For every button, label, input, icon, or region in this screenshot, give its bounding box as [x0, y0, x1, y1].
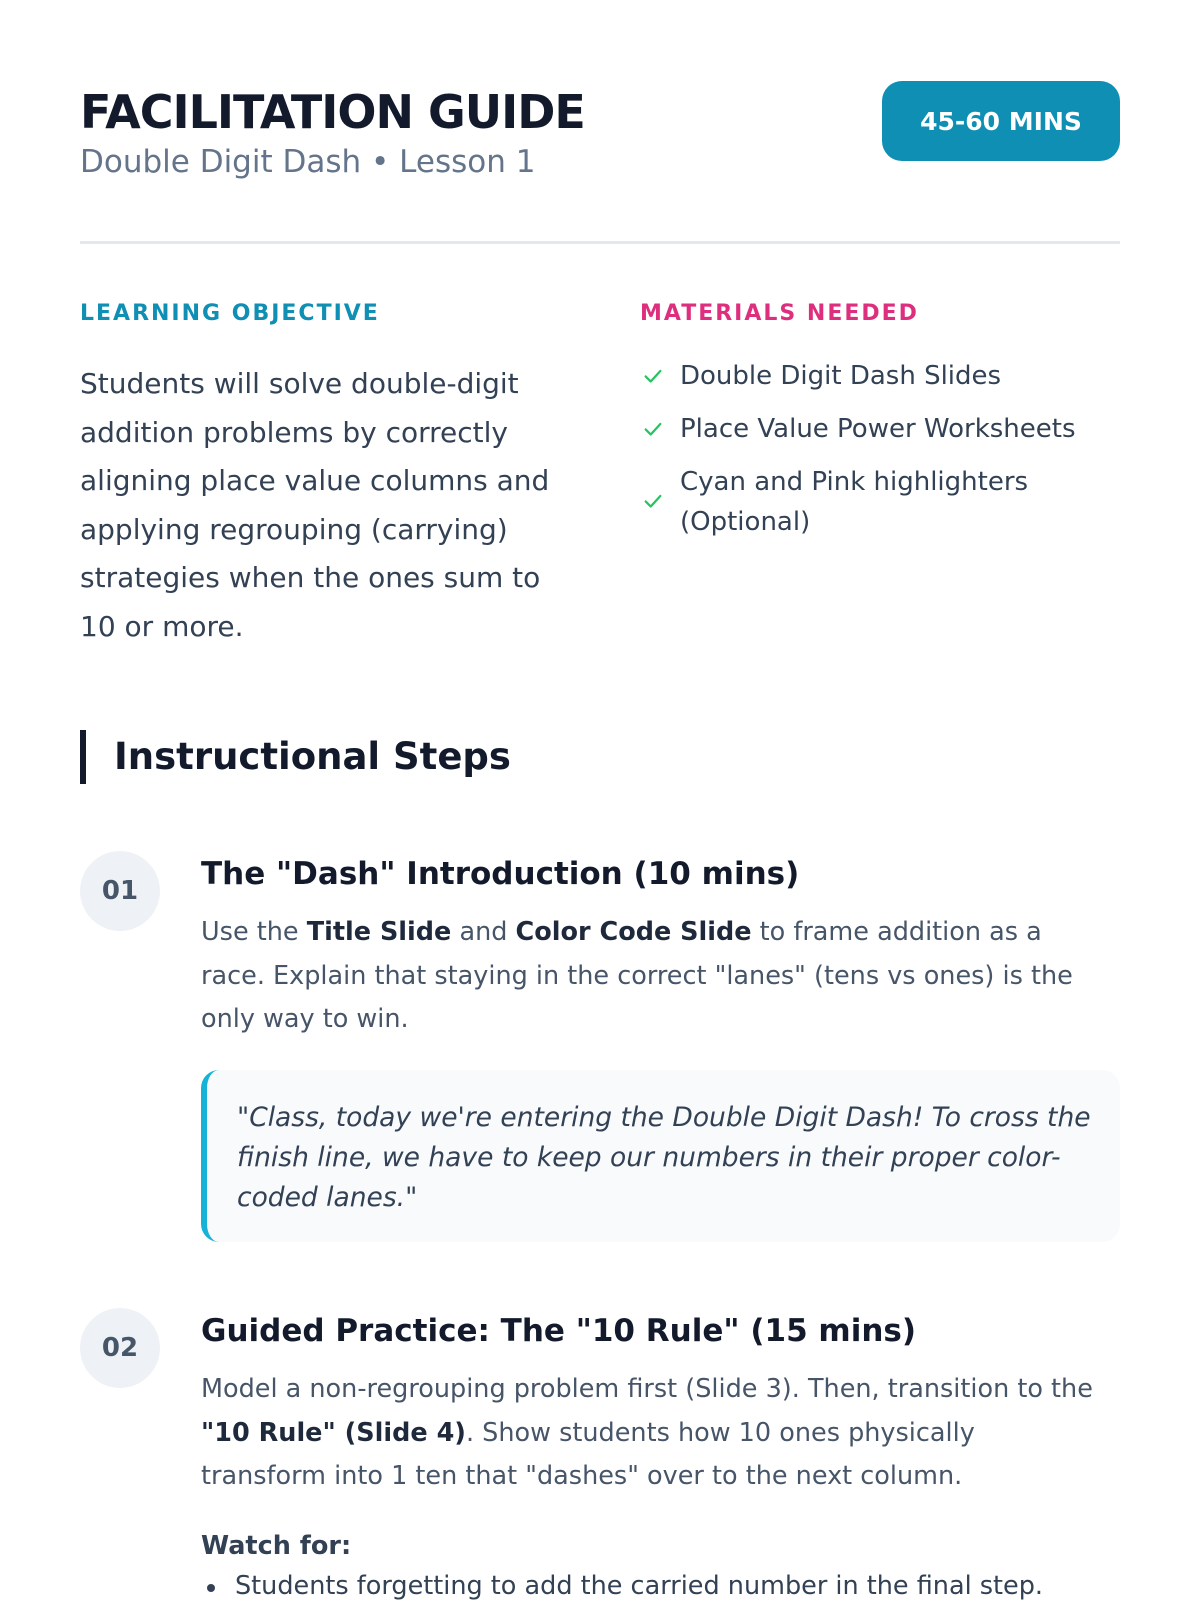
teacher-script-quote: "Class, today we're entering the Double Digit Dash! To cross the finish line, we have to keep our numbers in their proper color-coded lanes.": [201, 1070, 1120, 1242]
watch-for-label: Watch for:: [201, 1531, 352, 1561]
materials-list: [640, 356, 1110, 542]
check-icon: [642, 365, 664, 387]
check-icon: [642, 418, 664, 440]
watch-for-list: [201, 1568, 1101, 1604]
step-title: Guided Practice: The "10 Rule" (15 mins): [201, 1313, 917, 1349]
materials-item-label: Cyan and Pink highlighters (Optional): [680, 467, 1029, 537]
step-number-badge: 01: [80, 851, 160, 931]
page-title: FACILITATION GUIDE: [80, 85, 585, 139]
watch-for-item: Students forgetting to add the carried number in the final step.: [201, 1568, 1101, 1604]
learning-objective-text: Students will solve double-digit addition problems by correctly aligning place value columns and applying regrouping (carrying) strategies when the ones sum to 10 or more.: [80, 367, 550, 643]
header-divider: [80, 241, 1120, 244]
duration-badge: 45-60 MINS: [882, 81, 1120, 161]
materials-item-label: Place Value Power Worksheets: [680, 414, 1076, 444]
step-description-text: Model a non-regrouping problem first (Slide 3). Then, transition to the: [201, 1374, 1093, 1404]
learning-objective-label: LEARNING OBJECTIVE: [80, 301, 380, 326]
check-icon: [642, 490, 664, 512]
step-description-emphasis: Color Code Slide: [515, 917, 752, 947]
step-description: [201, 911, 1101, 1042]
step-description-text: to frame addition as a race. Explain that staying in the correct "lanes" (tens vs ones) is the only way to win.: [201, 917, 1073, 1034]
step-description-emphasis: "10 Rule" (Slide 4): [201, 1417, 466, 1448]
header: [80, 84, 1120, 194]
step-description-text: and: [451, 917, 516, 947]
materials-item: [640, 462, 1110, 542]
materials-needed-label: MATERIALS NEEDED: [640, 301, 919, 326]
step-description-emphasis: Title Slide: [306, 917, 452, 947]
step-description: [201, 1368, 1101, 1499]
instructional-steps-heading: Instructional Steps: [80, 730, 511, 784]
page-subtitle: Double Digit Dash • Lesson 1: [80, 144, 536, 180]
materials-item-label: Double Digit Dash Slides: [680, 361, 1002, 391]
step-title: The "Dash" Introduction (10 mins): [201, 856, 800, 892]
step-description-text: Use the: [201, 917, 307, 947]
step-description-text: . Show students how 10 ones physically transform into 1 ten that "dashes" over to the next column.: [201, 1417, 975, 1491]
materials-item: [640, 356, 1110, 396]
materials-item: [640, 409, 1110, 449]
step-number-badge: 02: [80, 1308, 160, 1388]
